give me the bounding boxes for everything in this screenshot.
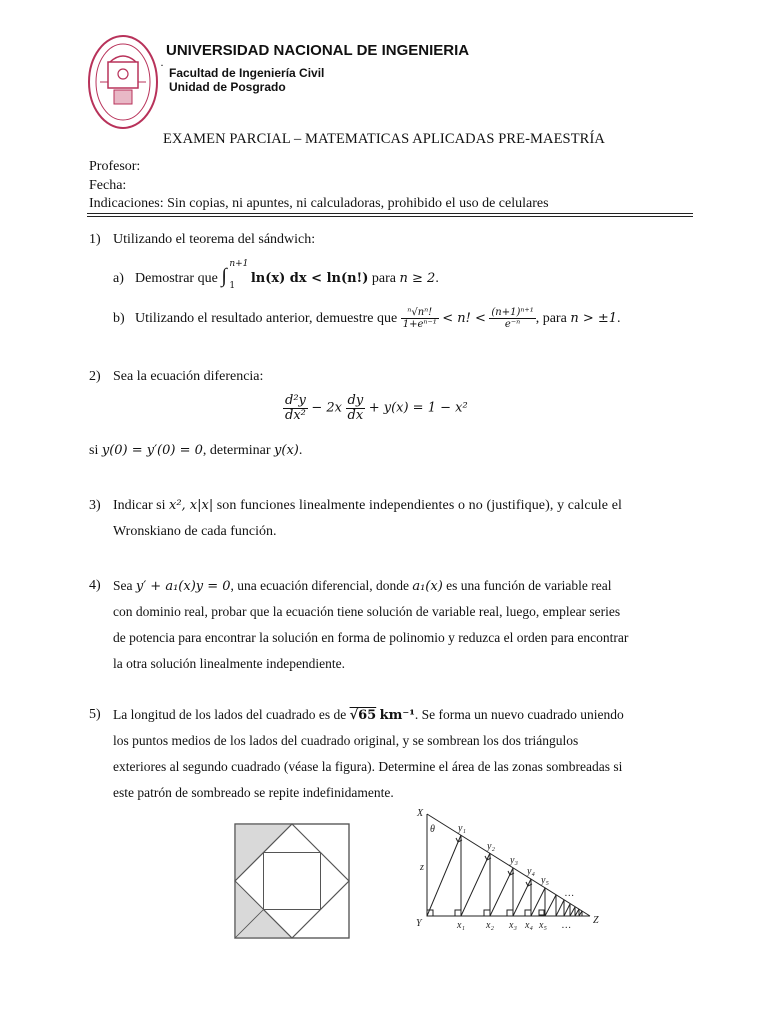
p4-line4: la otra solución linealmente independiente. (113, 656, 346, 671)
unit-name: Unidad de Posgrado (169, 80, 286, 94)
exam-title: EXAMEN PARCIAL – MATEMATICAS APLICADAS PRE-MAESTRÍA (163, 131, 605, 147)
label-x2: x₂ (486, 920, 494, 931)
p4-line1: Sea y′ + a₁(x)y = 0, una ecuación diferencial, donde a₁(x) es una función de variable real (113, 578, 612, 594)
label-x1: x₁ (457, 920, 465, 931)
label-y2: y₂ (487, 841, 495, 852)
p1a-expr: ln(x) dx < ln(n!) (250, 271, 369, 286)
label-dots-bottom: … (562, 920, 571, 931)
p2-number: 2) (89, 369, 101, 384)
p1-number: 1) (89, 232, 101, 247)
p5-line1: La longitud de los lados del cuadrado es de √65 km⁻¹. Se forma un nuevo cuadrado uniendo (113, 707, 624, 723)
p4-line2: con dominio real, probar que la ecuación tiene solución de variable real, luego, emplear series (113, 604, 621, 619)
p2-equation: $\frac{\text{d²y}}{\text{dx²}}$ − 2x $\frac{dy}{dx}$ + y(x) = 1 − x² (285, 393, 468, 423)
p1b-line: Utilizando el resultado anterior, demuestre que $\frac{\text{ⁿ√nⁿ!}}{\text{1+eⁿ⁻¹}}$ < n! < $\frac{\text{(n+1)ⁿ⁺¹}}{\text{e⁻ⁿ}}$ , para n > ±1. (135, 307, 621, 331)
p1a-integral: ∫ n+1 1 (221, 258, 249, 291)
p3-number: 3) (89, 498, 101, 513)
university-seal (86, 32, 160, 132)
p1-intro: Utilizando el teorema del sándwich: (113, 232, 316, 247)
p5-number: 5) (89, 707, 101, 722)
p1a-label: a) (113, 271, 124, 286)
p1b-frac2: $\frac{\text{(n+1)ⁿ⁺¹}}{\text{e⁻ⁿ}}$ (491, 307, 534, 331)
label-Y: Y (416, 918, 422, 929)
header-rule-2 (87, 216, 693, 217)
label-y5: y₅ (541, 875, 549, 886)
faculty-block (169, 66, 324, 94)
label-y3: y₃ (510, 855, 518, 866)
squares-figure (233, 822, 351, 940)
label-Z: Z (593, 915, 599, 926)
label-y4: y₄ (527, 866, 535, 877)
p3-line2: Wronskiano de cada función. (113, 524, 277, 539)
p3-line1: Indicar si x², x|x| son funciones linealmente independientes o no (justifique), y calcule el (113, 498, 623, 513)
p5-line2: los puntos medios de los lados del cuadrado original, y se sombrean los dos triángulos (113, 733, 579, 748)
label-x4: x₄ (525, 920, 533, 931)
p1b-label: b) (113, 311, 125, 326)
header-rule-1 (87, 213, 693, 214)
p5-line4: este patrón de sombreado se repite indefinidamente. (113, 785, 394, 800)
p4-line3: de potencia para encontrar la solución en forma de polinomio y reduzca el orden para encontrar (113, 630, 629, 645)
label-x5: x₅ (539, 920, 547, 931)
label-z: z (420, 862, 424, 873)
triangle-figure (412, 806, 608, 934)
p1b-frac1: $\frac{\text{ⁿ√nⁿ!}}{\text{1+eⁿ⁻¹}}$ (402, 307, 437, 331)
label-x3: x₃ (509, 920, 517, 931)
bullet-dot: · (160, 58, 164, 72)
label-y1: y₁ (458, 823, 466, 834)
p1a-text: Demostrar que (135, 271, 218, 286)
label-dots-top: … (565, 888, 574, 899)
p2-intro: Sea la ecuación diferencia: (113, 369, 264, 384)
indicaciones: Indicaciones: Sin copias, ni apuntes, ni calculadoras, prohibido el uso de celulares (89, 196, 549, 211)
p5-line3: exteriores al segundo cuadrado (véase la figura). Determine el área de las zonas sombreadas si (113, 759, 623, 774)
p1a-line: Demostrar que ∫ n+1 1 ln(x) dx < ln(n!) para n ≥ 2. (135, 258, 439, 291)
p2-condition: si y(0) = y′(0) = 0, determinar y(x). (89, 443, 303, 458)
label-theta: θ (430, 824, 435, 835)
fecha-label: Fecha: (89, 178, 127, 193)
label-X: X (417, 808, 424, 819)
profesor-label: Profesor: (89, 159, 141, 174)
university-name: UNIVERSIDAD NACIONAL DE INGENIERIA (166, 42, 470, 59)
p1b-text: Utilizando el resultado anterior, demuestre que (135, 311, 398, 326)
p4-number: 4) (89, 578, 101, 593)
faculty-name: Facultad de Ingeniería Civil (169, 66, 325, 80)
